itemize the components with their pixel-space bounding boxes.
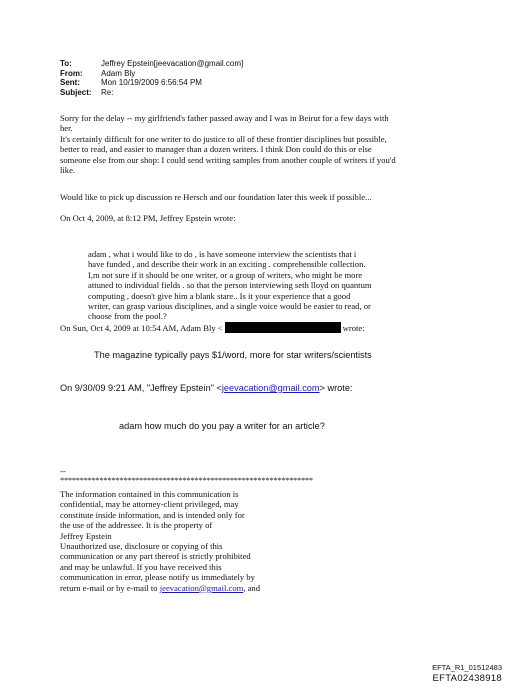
quote1-line: adam , what i would like to do , is have someone interview the scientists that i — [88, 249, 357, 259]
from-value: Adam Bly — [101, 68, 136, 78]
sent-label: Sent: — [60, 78, 80, 88]
to-row — [60, 59, 243, 69]
doc-id-secondary: EFTA02438918 — [432, 673, 502, 684]
disclaimer-last-text: return e-mail or by e-mail to — [60, 582, 160, 593]
disclaimer-line: constitute inside information, and is intended only for — [60, 509, 245, 520]
disclaimer-text — [60, 489, 260, 593]
quote3-header-wrote: > wrote: — [319, 383, 353, 393]
quote3-header — [60, 383, 352, 393]
quote1-line: have funded , and describe their work in an exciting . comprehensible collection. — [88, 259, 366, 270]
quote2-header-wrote: wrote: — [342, 323, 365, 333]
doc-id-primary: EFTA_R1_01512483 — [432, 663, 502, 672]
email-link[interactable]: jeevacation@gmail.com — [221, 383, 320, 393]
email-header — [60, 59, 243, 97]
sent-row — [60, 78, 243, 88]
quote1-line: I,m not sure if it should be one writer, or a group of writers, who might be more — [88, 269, 363, 280]
quote1-line: choose from the pool.? — [88, 311, 167, 322]
followup-line: Would like to pick up discussion re Hersch and our foundation later this week if possible... — [60, 192, 372, 202]
from-label: From: — [60, 68, 83, 78]
reply-line: better to read, and easier to manager than a dozen writers. I think Don could do this or else — [60, 144, 372, 155]
reply-line: Sorry for the delay -- my girlfriend's father passed away and I was in Beirut for a few days with — [60, 113, 389, 123]
quote2-header-text: On Sun, Oct 4, 2009 at 10:54 AM, Adam Bly < — [60, 323, 223, 333]
reply-line: someone else from our shop: I could send writing samples from another couple of writers if you'd — [60, 154, 396, 165]
disclaimer-line: Jeffrey Epstein — [60, 530, 112, 541]
quote3-text: adam how much do you pay a writer for an article? — [119, 421, 325, 431]
disclaimer-email-link[interactable]: jeevacation@gmail.com — [159, 582, 244, 593]
subject-label: Subject: — [60, 87, 92, 97]
reply-line: It's certainly difficult for one writer to do justice to all of these frontier disciplines but possible, — [60, 133, 387, 144]
quote3-header-text: On 9/30/09 9:21 AM, "Jeffrey Epstein" < — [60, 383, 222, 393]
disclaimer-last-line — [60, 583, 260, 593]
disclaimer-line: The information contained in this communication is — [60, 489, 239, 499]
quote1-line: writer, can grasp various disciplines, and a single voice would be easier to read, or — [88, 301, 371, 312]
disclaimer-line: confidential, may be attorney-client privileged, may — [60, 499, 239, 510]
quote1-line: attuned to individual fields . so that the person interviewing seth lloyd on quantum — [88, 280, 372, 291]
from-row — [60, 69, 243, 79]
disclaimer-last-tail: , and — [243, 582, 261, 593]
disclaimer-line: communication in error, please notify us immediately by — [60, 572, 255, 583]
quote2-header — [60, 322, 365, 333]
sent-value: Mon 10/19/2009 6:56:54 PM — [101, 78, 202, 88]
quote1-line: computing , doesn't give him a blank stare.. Is it your experience that a good — [88, 290, 351, 301]
signature-separator: -- — [60, 466, 66, 476]
disclaimer-line: Unauthorized use, disclosure or copying of this — [60, 541, 223, 552]
reply-line: her. — [60, 123, 73, 134]
reply-paragraph — [60, 113, 396, 175]
to-value: Jeffrey Epstein[jeevacation@gmail.com] — [101, 59, 244, 68]
quote1-header: On Oct 4, 2009, at 8:12 PM, Jeffrey Epstein wrote: — [60, 213, 236, 223]
disclaimer-line: and may be unlawful. If you have received this — [60, 561, 222, 572]
quote1-body — [88, 249, 372, 322]
subject-row — [60, 88, 243, 98]
disclaimer-star-rule: **************************************************************** — [60, 475, 313, 485]
quote2-text: The magazine typically pays $1/word, more for star writers/scientists — [94, 350, 372, 360]
reply-line: like. — [60, 165, 76, 176]
subject-value: Re: — [101, 87, 114, 97]
redaction-box — [225, 322, 341, 333]
disclaimer-line: the use of the addressee. It is the property of — [60, 520, 213, 531]
disclaimer-line: communication or any part thereof is strictly prohibited — [60, 551, 251, 562]
to-label: To: — [60, 59, 72, 68]
